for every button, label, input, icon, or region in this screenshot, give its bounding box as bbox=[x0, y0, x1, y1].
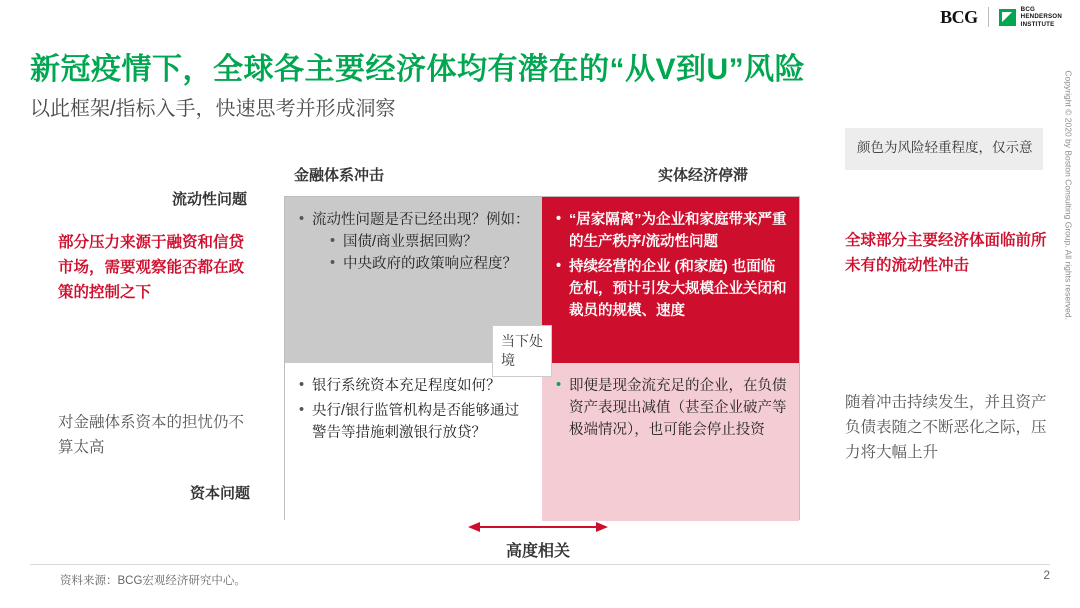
bullet-item: • 即便是现金流充足的企业，在负债资产表现出减值（甚至企业破产等极端情况），也可能会停止投资 bbox=[556, 375, 787, 441]
copyright-note: Copyright © 2020 by Boston Consulting Group. All rights reserved. bbox=[1064, 70, 1074, 320]
row-label-capital: 资本问题 bbox=[190, 485, 251, 502]
annotation-left-bottom: 对金融体系资本的担忧仍不算太高 bbox=[58, 414, 245, 456]
bullet-item bbox=[299, 209, 530, 275]
bcg-logo: BCG bbox=[940, 6, 978, 27]
logo-divider bbox=[988, 7, 989, 27]
footer-divider bbox=[30, 564, 1050, 565]
current-situation-badge: 当下处境 bbox=[492, 325, 552, 377]
bullet-text: 流动性问题是否已经出现？例如： bbox=[312, 212, 530, 228]
bullet-item: • 持续经营的企业 (和家庭) 也面临危机，预计引发大规模企业关闭和裁员的规模、速度 bbox=[556, 256, 787, 322]
matrix-cell-liquidity-real-economy bbox=[542, 197, 799, 363]
matrix-cell-capital-financial bbox=[285, 363, 542, 521]
henderson-logo-text bbox=[1021, 6, 1062, 29]
bullet-item: • “居家隔离”为企业和家庭带来严重的生产秩序/流动性问题 bbox=[556, 209, 787, 253]
annotation-left-top: 部分压力来源于融资和信贷市场，需要观察能否都在政策的控制之下 bbox=[58, 234, 245, 301]
sub-bullet-list bbox=[330, 231, 530, 275]
page-title: 新冠疫情下，全球各主要经济体均有潜在的“从V到U”风险 bbox=[30, 53, 806, 86]
source-note: 资料来源：BCG宏观经济研究中心。 bbox=[60, 575, 246, 587]
henderson-line-2: HENDERSON bbox=[1020, 13, 1062, 21]
page-subtitle: 以此框架/指标入手，快速思考并形成洞察 bbox=[30, 98, 396, 120]
matrix-cell-capital-real-economy bbox=[542, 363, 799, 521]
bullet-item: • 银行系统资本充足程度如何？ bbox=[299, 375, 530, 397]
arrow-line bbox=[480, 526, 596, 528]
top-logo-bar bbox=[0, 0, 1080, 34]
bullet-item: • 央行/银行监管机构是否能够通过警告等措施刺激银行放贷？ bbox=[299, 400, 530, 444]
row-label-liquidity: 流动性问题 bbox=[172, 191, 248, 208]
column-header-real-economy: 实体经济停滞 bbox=[658, 167, 749, 184]
double-arrow-icon bbox=[468, 520, 608, 534]
henderson-line-1: BCG bbox=[1020, 5, 1036, 13]
annotation-right-top: 全球部分主要经济体面临前所未有的流动性冲击 bbox=[845, 232, 1047, 274]
sub-bullet-item: • 国债/商业票据回购？ bbox=[330, 231, 530, 253]
sub-bullet-item: • 中央政府的政策响应程度？ bbox=[330, 253, 530, 275]
correlation-indicator bbox=[468, 520, 608, 561]
henderson-mark-icon bbox=[999, 9, 1016, 26]
annotation-right-bottom: 随着冲击持续发生，并且资产负债表随之不断恶化之际，压力将大幅上升 bbox=[845, 394, 1047, 461]
legend-note: 颜色为风险轻重程度，仅示意 bbox=[845, 128, 1043, 170]
correlation-label: 高度相关 bbox=[505, 543, 570, 560]
page-number: 2 bbox=[1043, 568, 1050, 582]
henderson-line-3: INSTITUTE bbox=[1020, 20, 1055, 28]
column-header-financial-shock: 金融体系冲击 bbox=[294, 167, 385, 184]
bcg-henderson-institute-logo bbox=[999, 6, 1062, 29]
